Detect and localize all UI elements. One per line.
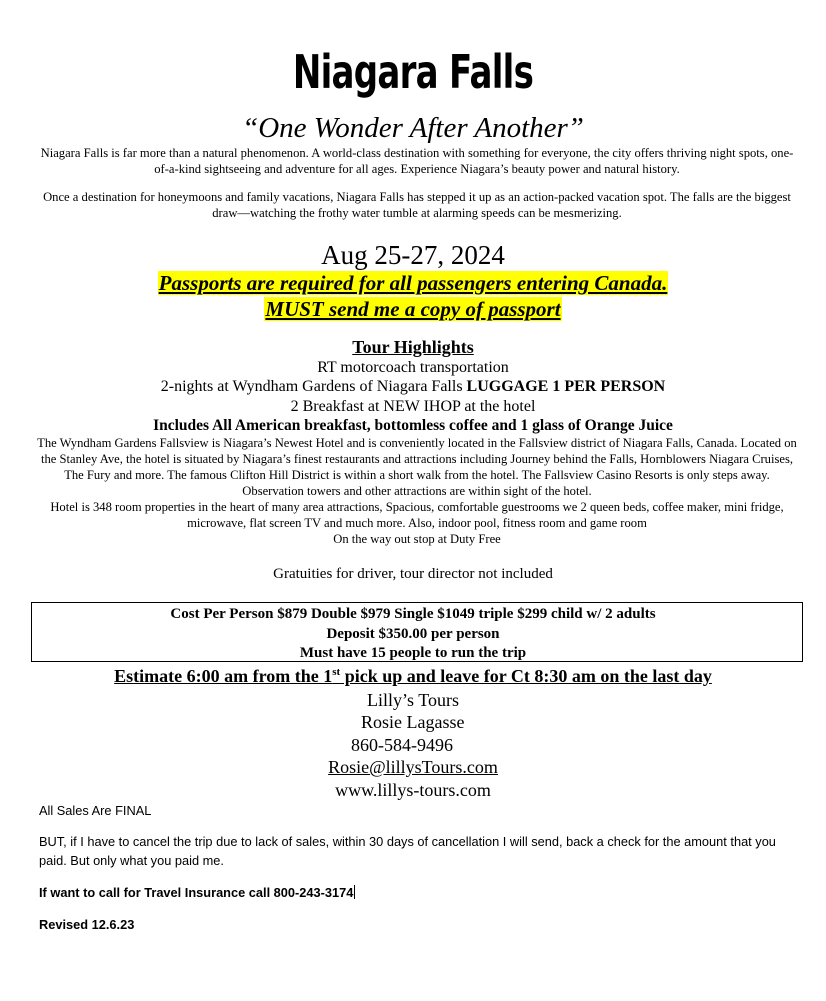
highlight-breakfast: 2 Breakfast at NEW IHOP at the hotel xyxy=(290,398,536,415)
company-name: Lilly’s Tours xyxy=(367,690,459,710)
cost-per-person: Cost Per Person $879 Double $979 Single $1049 triple $299 child w/ 2 adults xyxy=(170,606,656,622)
contact-phone: 860-584-9496 xyxy=(351,735,453,755)
highlights-heading: Tour Highlights xyxy=(352,337,474,357)
highlight-luggage: LUGGAGE 1 PER PERSON xyxy=(466,378,666,395)
estimate-ordinal: st xyxy=(332,666,341,678)
gratuities-note: Gratuities for driver, tour director not included xyxy=(273,566,553,582)
estimate-text-part1: Estimate 6:00 am from the 1 xyxy=(114,666,333,686)
contact-email[interactable]: Rosie@lillysTours.com xyxy=(328,757,498,777)
hotel-rooms-info: Hotel is 348 room properties in the heart of many area attractions, Spacious, comfortable guestrooms we 2 queen beds, coffee maker, mini fridge, microwave, flat screen TV and much more. Also, indoor pool, fitness room and game room xyxy=(50,500,784,530)
contact-website[interactable]: www.lillys-tours.com xyxy=(335,780,491,800)
tagline: “One Wonder After Another” xyxy=(242,112,584,144)
intro-paragraph-2: Once a destination for honeymoons and family vacations, Niagara Falls has stepped it up as an action-packed vacation spot. The falls are the biggest draw—watching the frothy water tumble at alarming speeds can be mesmerizing. xyxy=(43,190,791,220)
estimate-text-part2: pick up and leave for Ct 8:30 am on the last day xyxy=(340,666,712,686)
travel-insurance-text: If want to call for Travel Insurance call 800-243-3174 xyxy=(39,885,354,900)
travel-insurance xyxy=(39,883,799,902)
highlight-breakfast-details: Includes All American breakfast, bottomless coffee and 1 glass of Orange Juice xyxy=(153,417,673,434)
deposit-amount: Deposit $350.00 per person xyxy=(326,626,500,642)
contact-name: Rosie Lagasse xyxy=(361,712,465,732)
trip-dates: Aug 25-27, 2024 xyxy=(321,240,505,270)
schedule-estimate xyxy=(0,665,826,687)
text-cursor xyxy=(354,885,355,899)
passport-copy-notice xyxy=(0,296,826,322)
intro-paragraph-1: Niagara Falls is far more than a natural phenomenon. A world-class destination with something for everyone, the city offers thriving night spots, one-of-a-kind sightseeing and adventure for all ages. Experience Niagara’s beauty power and natural history. xyxy=(40,146,794,176)
highlight-hotel-nights: 2-nights at Wyndham Gardens of Niagara Falls xyxy=(160,378,467,395)
passport-copy-text: MUST send me a copy of passport xyxy=(265,297,561,321)
highlight-transport: RT motorcoach transportation xyxy=(317,359,509,376)
all-sales-final: All Sales Are FINAL xyxy=(39,803,152,818)
highlight-hotel xyxy=(0,377,826,397)
cancellation-policy: BUT, if I have to cancel the trip due to lack of sales, within 30 days of cancellation I will send, back a check for the amount that you paid. But only what you paid me. xyxy=(39,834,776,868)
passport-notice xyxy=(0,270,826,296)
revised-date: Revised 12.6.23 xyxy=(39,917,135,932)
hotel-description: The Wyndham Gardens Fallsview is Niagara’s Newest Hotel and is conveniently located in the Fallsview district of Niagara Falls, Canada. Located on the Stanley Ave, the hotel is situated by Niagara’s finest restaurants and attractions including Journey behind the Falls, Hornblowers Niagara Cruises, The Fury and more. The famous Clifton Hill District is within a short walk from the hotel. The Fallsview Casino Resorts is only steps away. Observation towers and other attractions are within sight of the hotel. xyxy=(37,436,797,498)
page-title: Niagara Falls xyxy=(292,45,534,99)
minimum-participants: Must have 15 people to run the trip xyxy=(299,645,527,661)
passport-notice-text: Passports are required for all passengers entering Canada. xyxy=(158,271,668,295)
duty-free-stop: On the way out stop at Duty Free xyxy=(333,532,501,546)
